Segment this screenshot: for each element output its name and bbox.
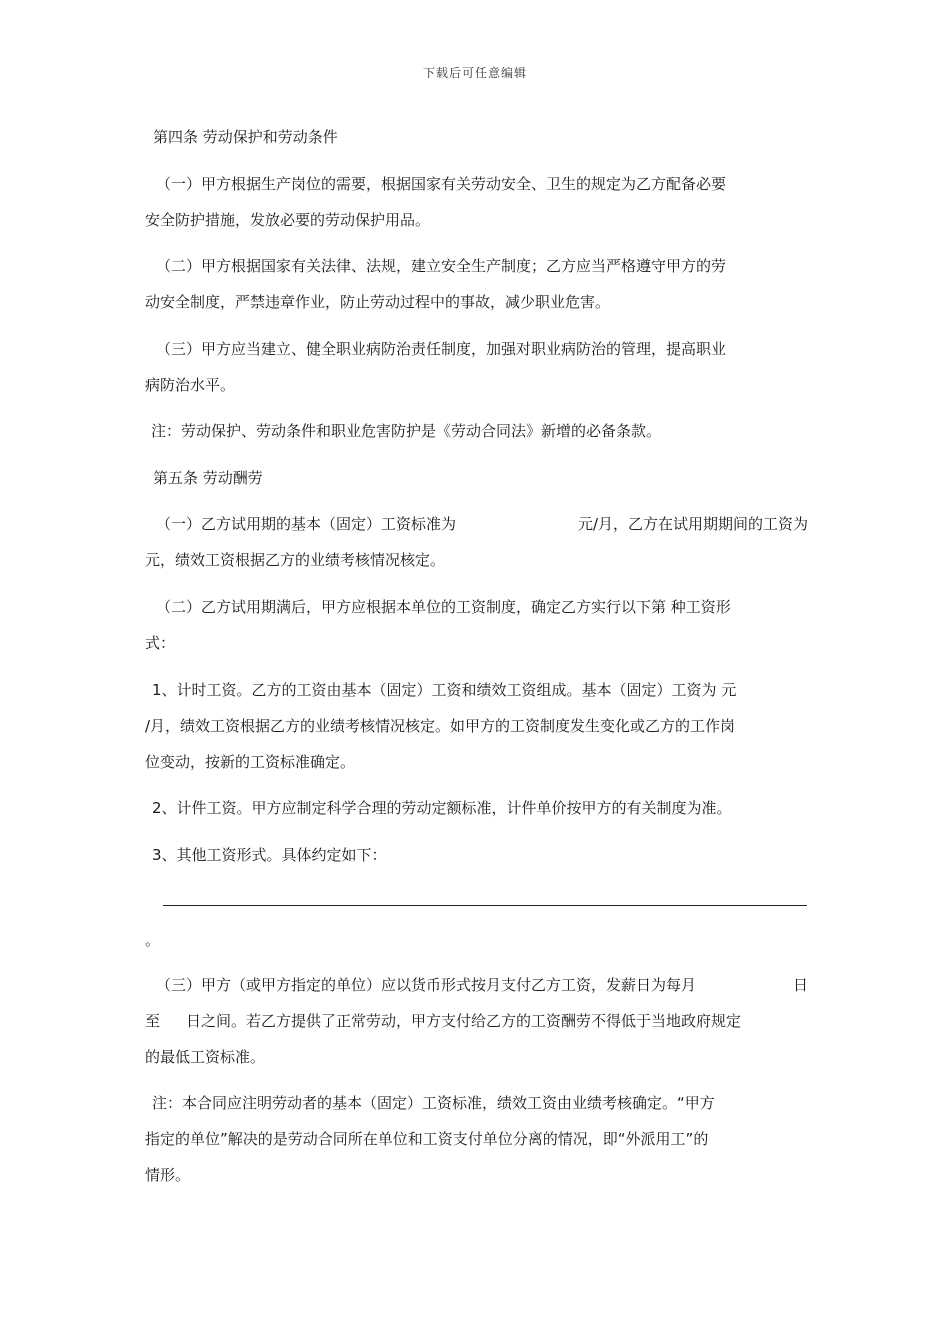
article-5-para-1-text-a: （一）乙方试用期的基本（固定）工资标准为 bbox=[156, 515, 457, 533]
article-4-para-1-line-1: （一）甲方根据生产岗位的需要，根据国家有关劳动安全、卫生的规定为乙方配备必要 bbox=[156, 175, 727, 193]
article-5-para-3-text-b: 日 bbox=[792, 976, 808, 994]
article-5-item-1-line-3: 位变动，按新的工资标准确定。 bbox=[145, 753, 356, 771]
article-4-title: 第四条 劳动保护和劳动条件 bbox=[153, 128, 338, 146]
article-5-item-1-line-1: 1、计时工资。乙方的工资由基本（固定）工资和绩效工资组成。基本（固定）工资为 元 bbox=[152, 681, 737, 699]
article-5-item-3-end: 。 bbox=[145, 931, 161, 949]
article-5-para-3-text-d: 日之间。若乙方提供了正常劳动，甲方支付给乙方的工资酬劳不得低于当地政府规定 bbox=[186, 1012, 742, 1030]
article-5-item-2: 2、计件工资。甲方应制定科学合理的劳动定额标准，计件单价按甲方的有关制度为准。 bbox=[152, 799, 732, 817]
article-4-note: 注：劳动保护、劳动条件和职业危害防护是《劳动合同法》新增的必备条款。 bbox=[151, 422, 662, 440]
article-5-para-3-text-c: 至 bbox=[145, 1012, 161, 1030]
article-4-para-3-line-1: （三）甲方应当建立、健全职业病防治责任制度，加强对职业病防治的管理，提高职业 bbox=[156, 340, 727, 358]
article-5-title: 第五条 劳动酬劳 bbox=[153, 469, 263, 487]
fill-in-underline bbox=[163, 905, 807, 906]
article-5-para-1-line-1 bbox=[156, 514, 808, 534]
article-5-para-3-line-2 bbox=[145, 1011, 810, 1031]
article-5-para-1-line-2: 元，绩效工资根据乙方的业绩考核情况核定。 bbox=[145, 551, 446, 569]
article-5-note-line-2: 指定的单位”解决的是劳动合同所在单位和工资支付单位分离的情况，即“外派用工”的 bbox=[145, 1130, 709, 1148]
article-5-para-3-line-1 bbox=[156, 975, 808, 995]
article-5-note-line-3: 情形。 bbox=[145, 1166, 191, 1184]
article-4-para-3-line-2: 病防治水平。 bbox=[145, 376, 236, 394]
article-4-para-2-line-1: （二）甲方根据国家有关法律、法规，建立安全生产制度；乙方应当严格遵守甲方的劳 bbox=[156, 257, 727, 275]
article-5-para-2-line-2: 式： bbox=[145, 634, 176, 652]
article-5-note-line-1: 注：本合同应注明劳动者的基本（固定）工资标准，绩效工资由业绩考核确定。“甲方 bbox=[152, 1094, 715, 1112]
article-5-item-3: 3、其他工资形式。具体约定如下： bbox=[152, 846, 387, 864]
article-5-para-2-line-1: （二）乙方试用期满后，甲方应根据本单位的工资制度，确定乙方实行以下第 种工资形 bbox=[156, 598, 731, 616]
article-5-item-1-line-2: /月，绩效工资根据乙方的业绩考核情况核定。如甲方的工资制度发生变化或乙方的工作岗 bbox=[145, 717, 736, 735]
article-4-para-2-line-2: 动安全制度，严禁违章作业，防止劳动过程中的事故，减少职业危害。 bbox=[145, 293, 611, 311]
article-4-para-1-line-2: 安全防护措施，发放必要的劳动保护用品。 bbox=[145, 211, 431, 229]
article-5-para-3-text-a: （三）甲方（或甲方指定的单位）应以货币形式按月支付乙方工资，发薪日为每月 bbox=[156, 976, 697, 994]
article-5-para-3-line-3: 的最低工资标准。 bbox=[145, 1048, 266, 1066]
article-5-para-1-text-b: 元/月，乙方在试用期期间的工资为 bbox=[577, 515, 808, 533]
page-header: 下载后可任意编辑 bbox=[422, 66, 527, 80]
